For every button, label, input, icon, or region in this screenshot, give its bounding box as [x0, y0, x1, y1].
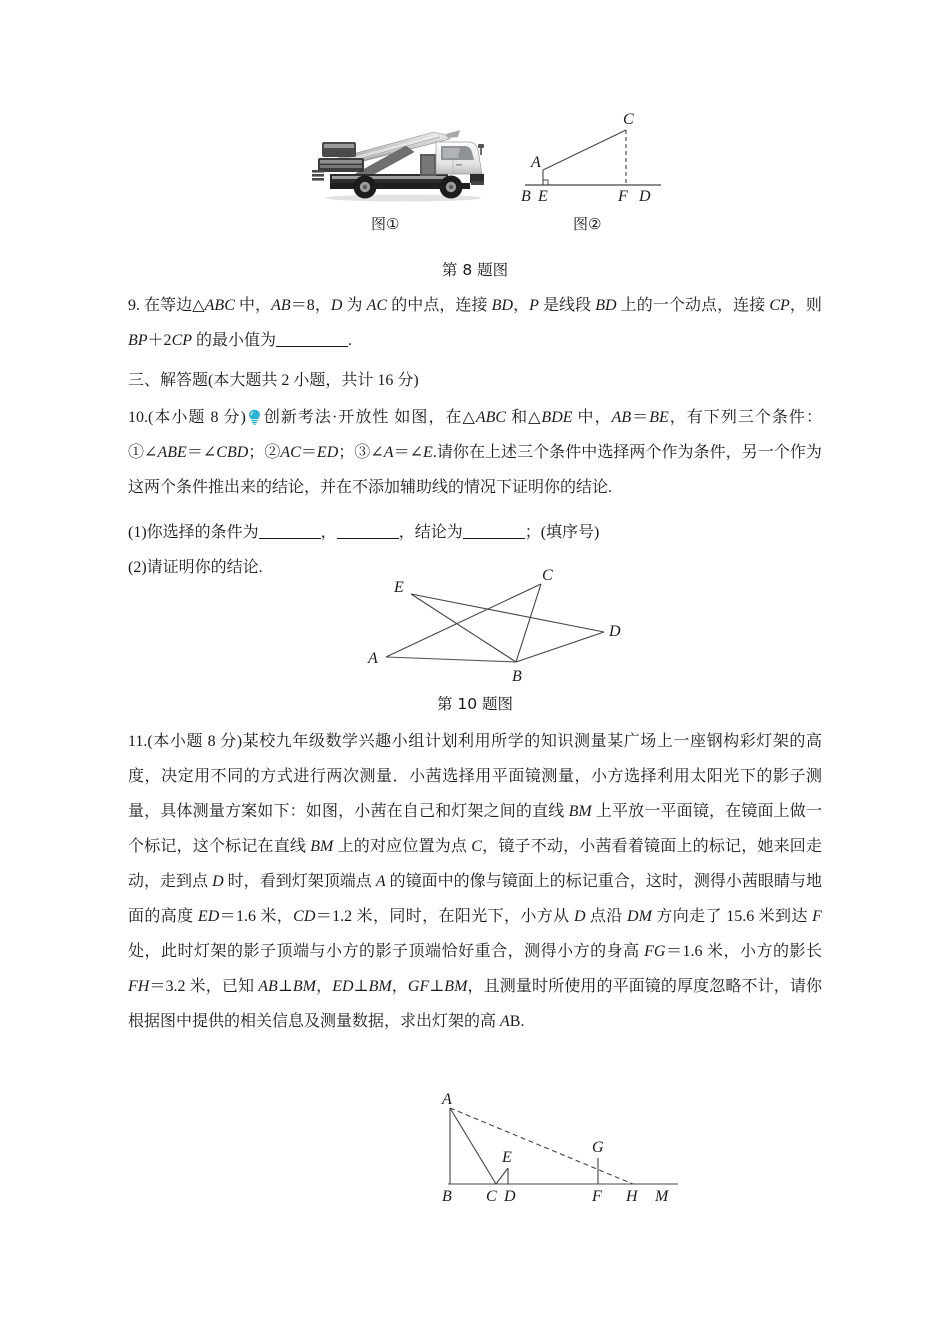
figure-8-diagram-2 — [513, 108, 683, 213]
question-10-sub-1-mid: ， — [320, 524, 337, 541]
question-10-score: (本小题 8 分) — [148, 409, 246, 426]
figure-8-label-A: A — [531, 154, 541, 171]
question-11-diagram — [428, 1092, 728, 1212]
question-11-score: (本小题 8 分) — [147, 733, 243, 750]
figure-8-label-C: C — [623, 111, 634, 128]
question-10-label-A: A — [368, 650, 378, 667]
question-11-label-M: M — [655, 1188, 669, 1205]
figure-8-label-D: D — [639, 188, 651, 205]
question-10-stem: 10.(本小题 8 分) 创新考法·开放性 如图，在△ABC 和△BDE 中，AB＝BE，有下列三个条件：①∠ABE＝∠CBD；②AC＝ED；③∠A＝∠E.请你在上述三个条件中选择两个作为条件，另一个作为这两个条件推出来的结论，并在不添加辅助线的情况下证明你的结论. — [128, 400, 822, 505]
figure-8-title: 第 8 题图 — [441, 261, 509, 279]
question-11-label-D: D — [504, 1188, 516, 1205]
question-9-number: 9. — [128, 297, 140, 314]
question-10-sub-1-conclusion: ，结论为 — [398, 524, 463, 541]
question-10-badge-label: 创新考法·开放性 — [262, 409, 390, 426]
question-9: 9. 在等边△ABC 中，AB＝8，D 为 AC 的中点，连接 BD，P 是线段 BD 上的一个动点，连接 CP，则 BP＋2CP 的最小值为 . — [128, 297, 822, 349]
question-11-label-C: C — [486, 1188, 497, 1205]
question-11-label-F: F — [592, 1188, 602, 1205]
question-10-sub-1 — [128, 515, 822, 550]
section-3-heading: 三、解答题(本大题共 2 小题，共计 16 分) — [128, 372, 419, 389]
figure-caption-1: 图① — [371, 215, 400, 233]
question-9-answer-blank[interactable] — [276, 331, 348, 347]
question-10-label-D: D — [609, 623, 621, 640]
question-11-label-A: A — [442, 1092, 452, 1108]
question-10-diagram — [356, 562, 676, 687]
question-10-number: 10. — [128, 409, 148, 426]
question-10-label-B: B — [512, 668, 522, 685]
question-10-sub-1-suffix: ；(填序号) — [524, 524, 600, 541]
question-11-label-E: E — [502, 1149, 512, 1166]
figure-8-label-E: E — [538, 188, 548, 205]
question-10-label-C: C — [542, 567, 553, 584]
lightbulb-icon — [247, 403, 262, 419]
question-10-blank-2[interactable] — [337, 523, 399, 539]
question-10-sub-1-prefix: (1)你选择的条件为 — [128, 524, 259, 541]
question-11-label-H: H — [626, 1188, 638, 1205]
figure-10-title: 第 10 题图 — [436, 695, 514, 713]
figure-8-label-F: F — [618, 188, 628, 205]
aerial-work-platform-truck-photo — [308, 108, 498, 208]
question-11-label-B: B — [442, 1188, 452, 1205]
question-10-sub-2: (2)请证明你的结论. — [128, 559, 263, 576]
question-11-label-G: G — [592, 1139, 604, 1156]
figure-8-label-B: B — [521, 188, 531, 205]
figure-8-block — [128, 108, 822, 248]
question-10-label-E: E — [394, 579, 404, 596]
figure-caption-2: 图② — [573, 215, 602, 233]
question-10-blank-1[interactable] — [259, 523, 321, 539]
question-11-stem: 11.(本小题 8 分)某校九年级数学兴趣小组计划利用所学的知识测量某广场上一座钢构彩灯架的高度，决定用不同的方式进行两次测量．小茜选择用平面镜测量，小方选择利用太阳光下的影子测量，具体测量方案如下：如图，小茜在自己和灯架之间的直线 BM 上平放一平面镜，在镜面上做一个标记，这个标记在直线 BM 上的对应位置为点 C，镜子不动，小茜看着镜面上的标记，她来回走动，走到点 D 时，看到灯架顶端点 A 的镜面中的像与镜面上的标记重合，这时，测得小茜眼睛与地面的高度 ED＝1.6 米，CD＝1.2 米，同时，在阳光下，小方从 D 点沿 DM 方向走了 15.6 米到达 F 处，此时灯架的影子顶端与小方的影子顶端恰好重合，测得小方的身高 FG＝1.6 米，小方的影长 FH＝3.2 米，已知 AB⊥BM，ED⊥BM，GF⊥BM，且测量时所使用的平面镜的厚度忽略不计，请你根据图中提供的相关信息及测量数据，求出灯架的高 AB. — [128, 733, 822, 1030]
question-10-blank-3[interactable] — [463, 523, 525, 539]
question-11-number: 11. — [128, 733, 148, 750]
